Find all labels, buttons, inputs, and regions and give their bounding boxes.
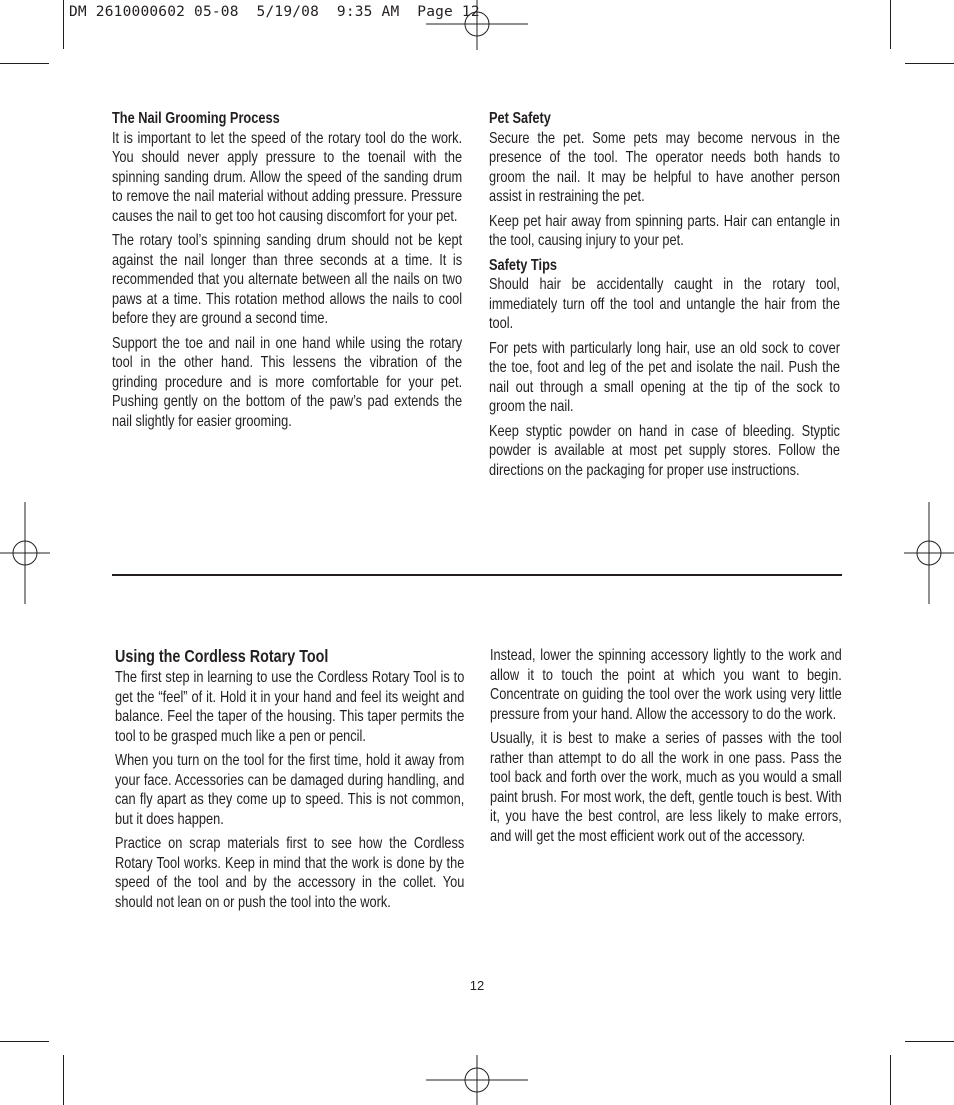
paragraph: Usually, it is best to make a series of passes with the tool rather than attempt to do all the work in one pass. Pass the tool back and forth over the work, much as you would a small paint brush. For most work, the deft, gentle touch is best. With it, you have the best control, are less likely to make errors, and will get the most efficient work out of the accessory. [490, 730, 842, 845]
nail-grooming-heading: The Nail Grooming Process [112, 110, 280, 127]
paragraph: Secure the pet. Some pets may become nervous in the presence of the tool. The operator needs both hands to groom the nail. It may be helpful to have another person assist in restraining the pet. [489, 129, 840, 205]
printer-slug: DM 2610000602 05-08 5/19/08 9:35 AM Page 12 [69, 4, 480, 20]
crop-mark [0, 1041, 49, 1042]
crop-mark [890, 1055, 891, 1105]
cordless-tool-heading: Using the Cordless Rotary Tool [115, 646, 329, 666]
cordless-tool-column-continued [490, 646, 842, 851]
crop-mark [890, 0, 891, 49]
paragraph: For pets with particularly long hair, use an old sock to cover the toe, foot and leg of the pet and isolate the nail. Push the nail out through a small opening at the tip of the sock to groom the nail. [489, 339, 840, 415]
registration-mark-top [426, 0, 528, 50]
paragraph: When you turn on the tool for the first time, hold it away from your face. Accessories can be damaged during handling, and can fly apart as they come up to speed. This is not common, but it does happen. [115, 752, 465, 828]
nail-grooming-column [112, 109, 462, 436]
paragraph: Keep pet hair away from spinning parts. Hair can entangle in the tool, causing injury to your pet. [489, 212, 840, 249]
paragraph: Support the toe and nail in one hand while using the rotary tool in the other hand. This lessens the vibration of the grinding procedure and is more comfortable for your pet. Pushing gently on the bottom of the paw’s pad extends the nail slightly for easier grooming. [112, 334, 463, 430]
registration-mark-bottom [426, 1055, 528, 1105]
paragraph: The rotary tool’s spinning sanding drum should not be kept against the nail longer than three seconds at a time. It is recommended that you alternate between all the nails on two paws at a time. This rotation method allows the nails to cool before they are ground a second time. [112, 232, 463, 327]
paragraph: Practice on scrap materials first to see how the Cordless Rotary Tool works. Keep in mind that the work is done by the speed of the tool and by the accessory in the collet. You should not lean on or push the tool into the work. [115, 835, 465, 911]
registration-mark-left [0, 502, 50, 604]
cordless-tool-column [115, 646, 464, 917]
pet-safety-column [489, 109, 840, 485]
crop-mark [63, 0, 64, 49]
crop-mark [0, 63, 49, 64]
crop-mark [63, 1055, 64, 1105]
registration-mark-right [904, 502, 954, 604]
crop-mark [905, 1041, 954, 1042]
paragraph: Keep styptic powder on hand in case of bleeding. Styptic powder is available at most pet supply stores. Follow the directions on the packaging for proper use instructions. [489, 422, 840, 479]
crop-mark [905, 63, 954, 64]
paragraph: Should hair be accidentally caught in the rotary tool, immediately turn off the tool and untangle the hair from the tool. [489, 276, 840, 332]
paragraph: The first step in learning to use the Cordless Rotary Tool is to get the “feel” of it. Hold it in your hand and feel its weight and balance. Feel the taper of the housing. This taper permits the tool to be grasped much like a pen or pencil. [115, 669, 465, 745]
pet-safety-heading: Pet Safety [489, 110, 551, 127]
paragraph: It is important to let the speed of the rotary tool do the work. You should never apply pressure to the toenail with the spinning sanding drum. Allow the speed of the sanding drum to remove the nail material without adding pressure. Pressure causes the nail to get too hot causing discomfort for your pet. [112, 129, 463, 225]
section-divider [112, 574, 842, 576]
safety-tips-heading: Safety Tips [489, 256, 557, 274]
page-number: 12 [469, 978, 485, 993]
paragraph: Instead, lower the spinning accessory lightly to the work and allow it to touch the point at which you want to begin. Concentrate on guiding the tool over the work using very little pressure from your hand. Allow the accessory to do the work. [490, 647, 842, 723]
